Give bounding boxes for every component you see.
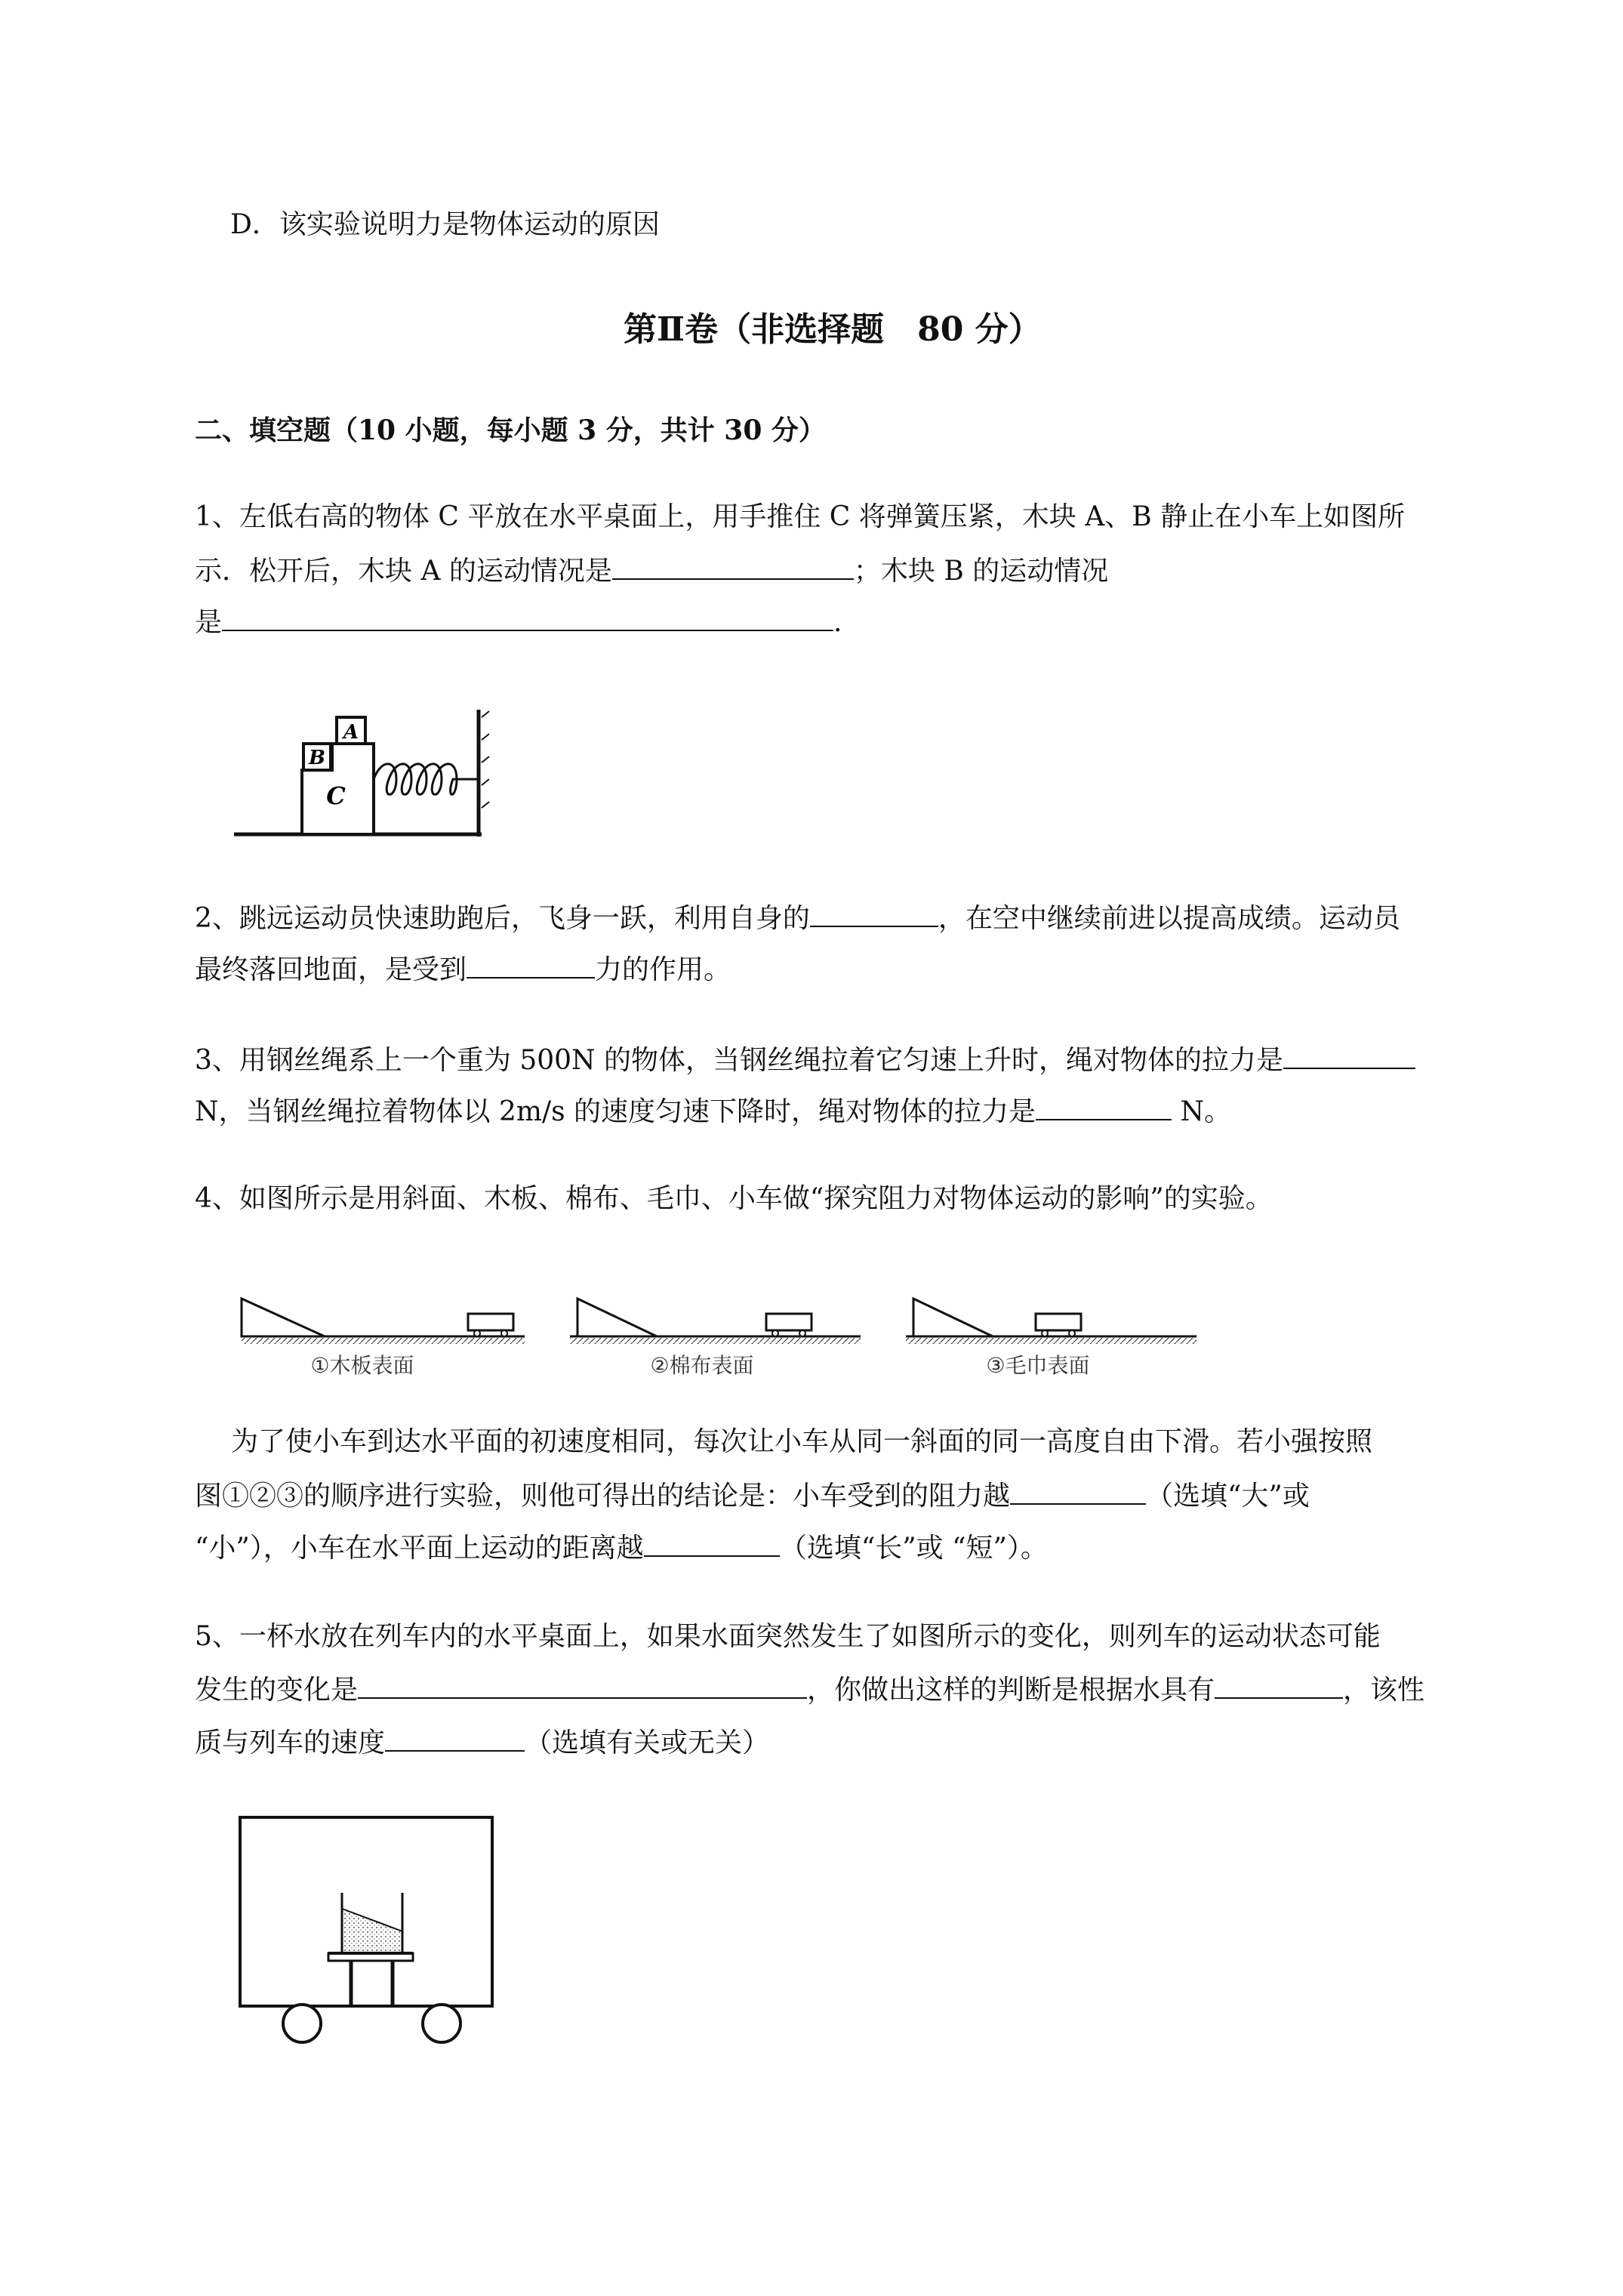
q2-blank-a[interactable] xyxy=(810,898,938,927)
q5-line2-text-b: ，你做出这样的判断是根据水具有 xyxy=(807,1675,1215,1706)
part-heading: 二、填空题（10 小题，每小题 3 分，共计 30 分） xyxy=(195,415,826,446)
q4-ramps-figure xyxy=(234,1276,1215,1382)
ramp-panel-1 xyxy=(242,1299,525,1378)
q1-line1: 1、左低右高的物体 C 平放在水平桌面上，用手推住 C 将弹簧压紧，木块 A、B 静止在小车上如图所 xyxy=(195,501,1406,532)
q3-line2-text-a: N，当钢丝绳拉着物体以 2m/s 的速度匀速下降时，绳对物体的拉力是 xyxy=(195,1096,1036,1127)
q1-blank-a[interactable] xyxy=(612,551,854,580)
q3-line1-text-a: 3、用钢丝绳系上一个重为 500N 的物体，当钢丝绳拉着它匀速上升时，绳对物体的拉力是 xyxy=(195,1045,1284,1076)
q5-line3 xyxy=(195,1723,769,1762)
q4-blank-a[interactable] xyxy=(1010,1476,1146,1505)
q4-line3 xyxy=(195,1476,1310,1515)
q2-line1-text-a: 2、跳远运动员快速助跑后，飞身一跃，利用自身的 xyxy=(195,903,810,934)
block-a-label: A xyxy=(343,721,359,744)
train-car-body xyxy=(240,1817,492,2006)
q5-line3-text-a: 质与列车的速度 xyxy=(195,1727,386,1758)
q5-line1: 5、一杯水放在列车内的水平桌面上，如果水面突然发生了如图所示的变化，则列车的运动状态可能 xyxy=(195,1621,1381,1652)
q1-line2-text-a: 示．松开后，木块 A 的运动情况是 xyxy=(195,556,612,587)
q3-line1 xyxy=(195,1040,1415,1080)
q4-line4-text-b: （选填“长”或 “短”）。 xyxy=(779,1533,1048,1564)
ramp-panel-2 xyxy=(570,1299,861,1378)
q2-line1 xyxy=(195,898,1400,938)
q2-line2-text-b: 力的作用。 xyxy=(595,954,731,985)
q4-line3-text-a: 图①②③的顺序进行实验，则他可得出的结论是：小车受到的阻力越 xyxy=(195,1481,1011,1512)
caption-2: ②棉布表面 xyxy=(650,1353,754,1378)
q1-spring-blocks-figure xyxy=(226,695,498,846)
q2-line2-text-a: 最终落回地面，是受到 xyxy=(195,954,467,985)
q5-blank-c[interactable] xyxy=(385,1723,525,1752)
q4-line4-text-a: “小”），小车在水平面上运动的距离越 xyxy=(195,1533,644,1564)
section-title: 第Ⅱ卷（非选择题 80 分） xyxy=(624,310,1042,349)
q5-line3-text-b: （选填有关或无关） xyxy=(525,1727,770,1758)
wheel-left xyxy=(283,2005,321,2042)
caption-3: ③毛巾表面 xyxy=(986,1353,1090,1378)
ramp-panel-3 xyxy=(906,1299,1196,1378)
q3-blank-a[interactable] xyxy=(1283,1040,1415,1069)
block-c-label: C xyxy=(326,781,346,810)
q4-blank-b[interactable] xyxy=(644,1528,780,1557)
q4-line3-text-b: （选填“大”或 xyxy=(1146,1481,1310,1512)
q4-line1: 4、如图所示是用斜面、木板、棉布、毛巾、小车做“探究阻力对物体运动的影响”的实验。 xyxy=(195,1183,1273,1214)
q2-line2 xyxy=(195,950,731,989)
q1-line3-text-b: . xyxy=(833,607,842,638)
spring xyxy=(374,764,477,795)
block-b-label: B xyxy=(309,747,325,769)
q1-blank-b[interactable] xyxy=(222,603,833,631)
q4-line4 xyxy=(195,1528,1048,1567)
q5-blank-b[interactable] xyxy=(1215,1670,1343,1699)
q1-line2 xyxy=(195,551,1108,590)
q2-blank-b[interactable] xyxy=(467,950,595,978)
q5-line2 xyxy=(195,1670,1424,1709)
q3-blank-b[interactable] xyxy=(1036,1092,1172,1120)
q3-line2-text-b: N。 xyxy=(1172,1096,1231,1127)
option-d: D．该实验说明力是物体运动的原因 xyxy=(230,209,660,240)
wheel-right xyxy=(423,2005,460,2042)
caption-1: ①木板表面 xyxy=(310,1353,414,1378)
q5-train-figure xyxy=(230,1808,502,2065)
q2-line1-text-b: ，在空中继续前进以提高成绩。运动员 xyxy=(938,903,1400,934)
q5-line2-text-c: ，该性 xyxy=(1343,1675,1425,1706)
q1-line2-text-b: ；木块 B 的运动情况 xyxy=(853,556,1109,587)
q1-line3-text-a: 是 xyxy=(195,607,223,638)
q1-line3 xyxy=(195,603,842,642)
q5-line2-text-a: 发生的变化是 xyxy=(195,1675,359,1706)
q5-blank-a[interactable] xyxy=(358,1670,807,1699)
q4-line2: 为了使小车到达水平面的初速度相同，每次让小车从同一斜面的同一高度自由下滑。若小强按照 xyxy=(231,1426,1373,1457)
q3-line2 xyxy=(195,1092,1231,1131)
